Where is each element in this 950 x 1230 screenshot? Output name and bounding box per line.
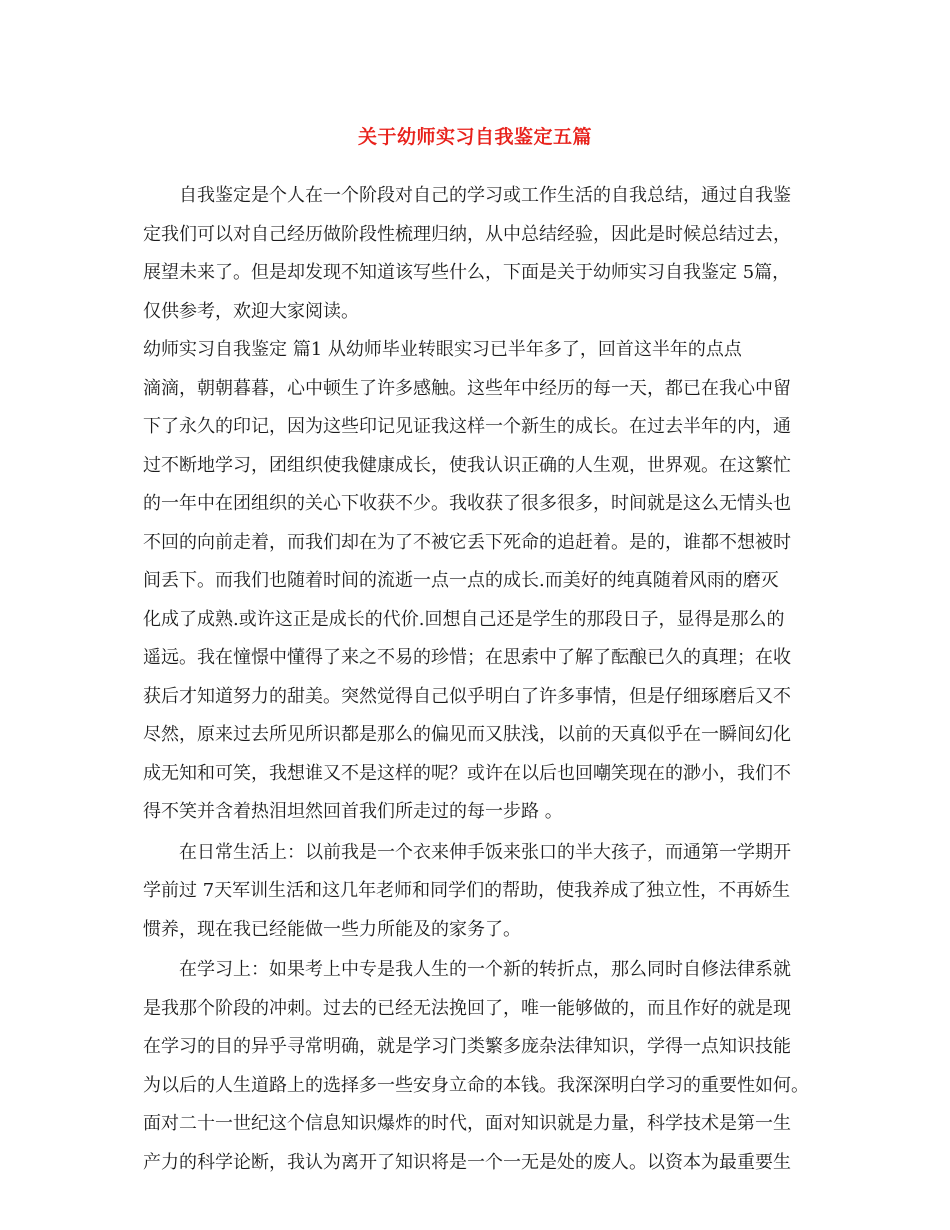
text-line: 得不笑并含着热泪坦然回首我们所走过的每一步路 。 (143, 801, 563, 822)
text-line: 学前过 7天军训生活和这几年老师和同学们的帮助，使我养成了独立性，不再娇生 (143, 880, 791, 901)
text-line: 为以后的人生道路上的选择多一些安身立命的本钱。我深深明白学习的重要性如何。 (143, 1074, 809, 1096)
text-line: 遥远。我在憧憬中懂得了来之不易的珍惜；在思索中了解了酝酿已久的真理；在收 (143, 647, 791, 668)
text-line: 自我鉴定是个人在一个阶段对自己的学习或工作生活的自我总结，通过自我鉴 (179, 185, 791, 206)
text-line: 尽然，原来过去所见所识都是那么的偏见而又肤浅，以前的天真似乎在一瞬间幻化 (143, 724, 791, 745)
text-line: 展望未来了。但是却发现不知道该写些什么，下面是关于幼师实习自我鉴定 5篇， (143, 262, 791, 283)
text-line: 在日常生活上：以前我是一个衣来伸手饭来张口的半大孩子，而通第一学期开 (179, 841, 791, 863)
document-body (143, 177, 818, 1182)
document-title: 关于幼师实习自我鉴定五篇 (357, 126, 592, 148)
text-line: 面对二十一世纪这个信息知识爆炸的时代，面对知识就是力量，科学技术是第一生 (143, 1113, 791, 1134)
text-line: 定我们可以对自己经历做阶段性梳理归纳，从中总结经验，因此是时候总结过去， (143, 223, 791, 245)
text-line: 下了永久的印记，因为这些印记见证我这样一个新生的成长。在过去半年的内，通 (143, 416, 791, 437)
text-line: 惯养，现在我已经能做一些力所能及的家务了。 (143, 918, 521, 940)
text-line: 不回的向前走着，而我们却在为了不被它丢下死命的追赶着。是的，谁都不想被时 (143, 531, 791, 553)
text-line: 的一年中在团组织的关心下收获不少。我收获了很多很多，时间就是这么无情头也 (143, 493, 791, 514)
text-line: 获后才知道努力的甜美。突然觉得自己似乎明白了许多事情，但是仔细琢磨后又不 (143, 685, 791, 707)
text-line: 幼师实习自我鉴定 篇1 从幼师毕业转眼实习已半年多了，回首这半年的点点 (143, 339, 742, 360)
text-line: 是我那个阶段的冲刺。过去的已经无法挽回了，唯一能够做的，而且作好的就是现 (143, 997, 791, 1019)
text-line: 化成了成熟.或许这正是成长的代价.回想自己还是学生的那段日子，显得是那么的 (143, 608, 785, 630)
text-line: 过不断地学习，团组织使我健康成长，使我认识正确的人生观，世界观。在这繁忙 (143, 454, 791, 476)
text-line: 成无知和可笑，我想谁又不是这样的呢？或许在以后也回嘲笑现在的渺小，我们不 (143, 762, 791, 784)
text-line: 间丢下。而我们也随着时间的流逝一点一点的成长.而美好的纯真随着风雨的磨灭 (143, 570, 779, 591)
text-line: 滴滴，朝朝暮暮，心中顿生了许多感触。这些年中经历的每一天，都已在我心中留 (143, 377, 791, 399)
text-line: 仅供参考，欢迎大家阅读。 (143, 300, 359, 322)
text-line: 在学习上：如果考上中专是我人生的一个新的转折点，那么同时自修法律系就 (179, 959, 791, 980)
text-line: 在学习的目的异乎寻常明确，就是学习门类繁多庞杂法律知识，学得一点知识技能 (143, 1036, 791, 1057)
text-line: 产力的科学论断，我认为离开了知识将是一个一无是处的废人。以资本为最重要生 (143, 1151, 791, 1173)
